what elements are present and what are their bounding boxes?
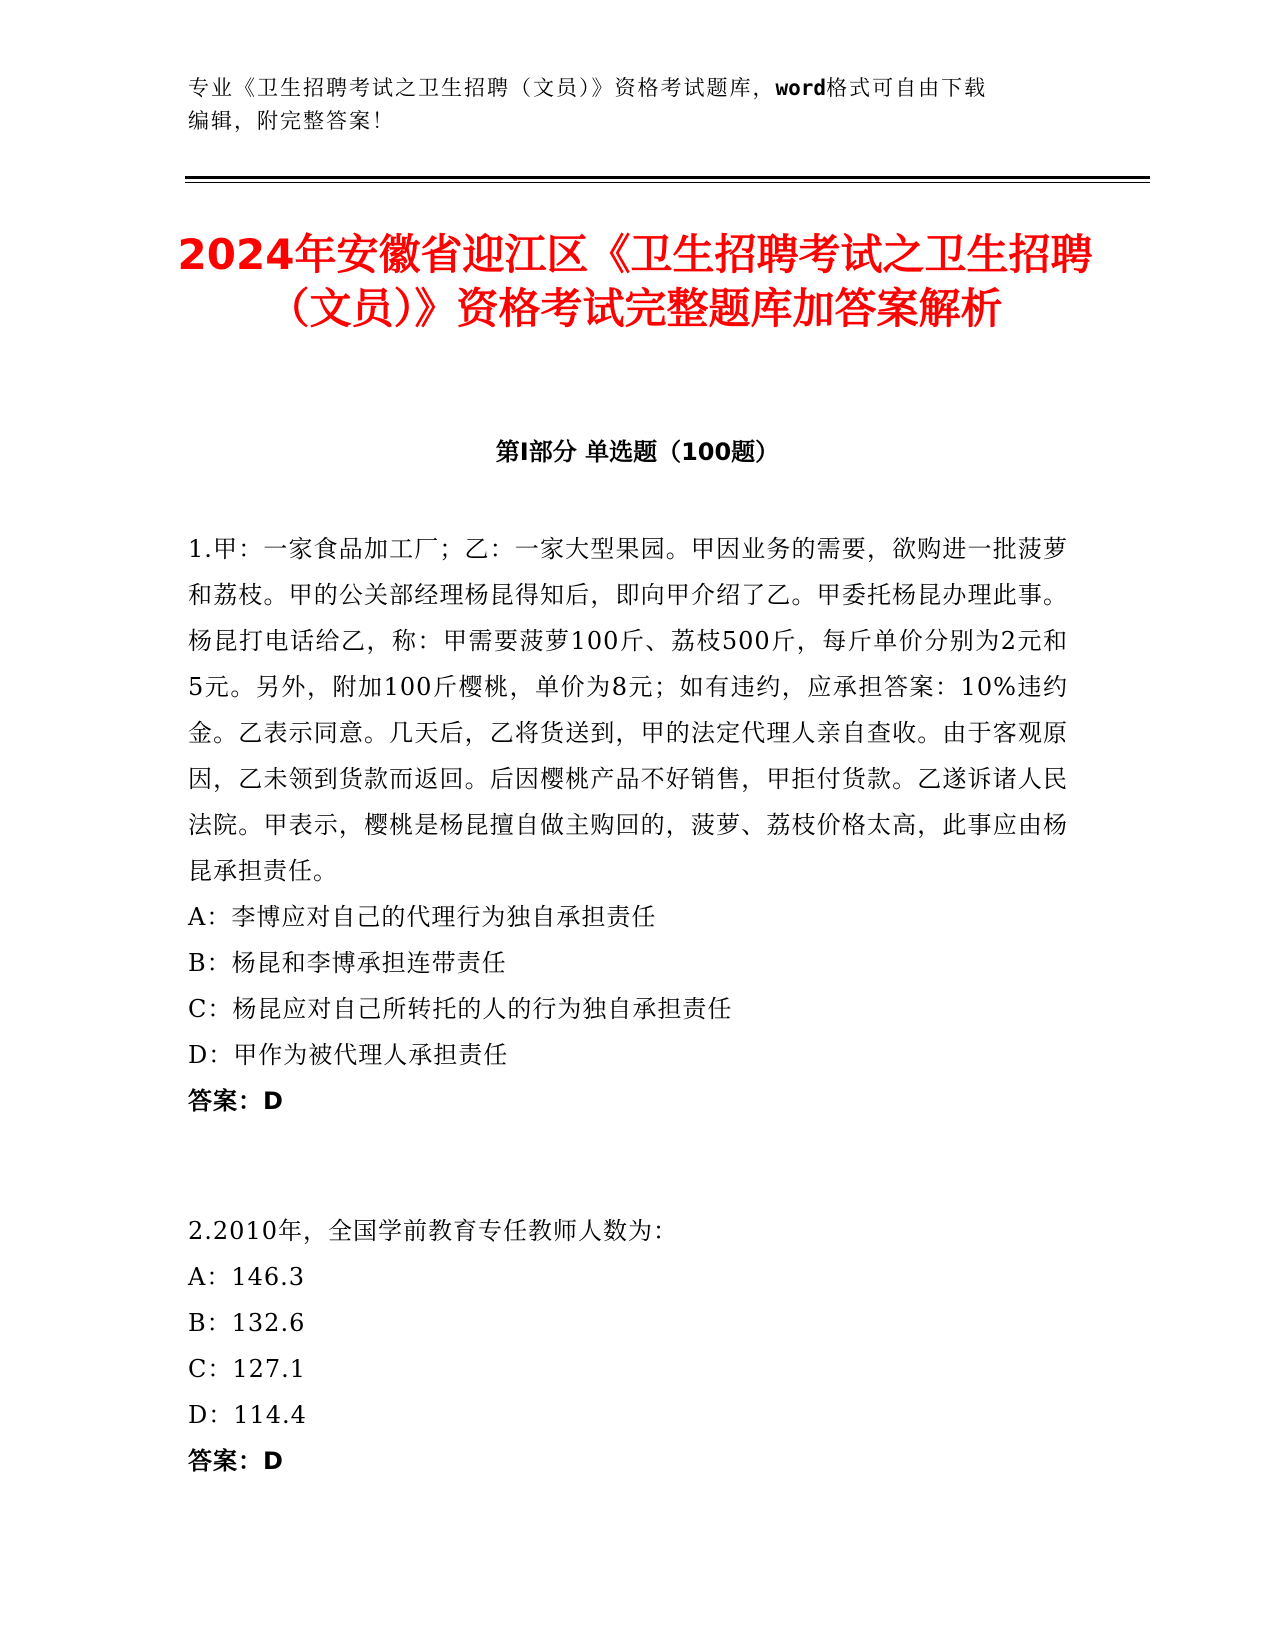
option-a: A：李博应对自己的代理行为独自承担责任 bbox=[188, 903, 657, 931]
question-stem: 2.2010年，全国学前教育专任教师人数为： bbox=[188, 1217, 678, 1245]
header-line-2: 编辑，附完整答案！ bbox=[188, 109, 395, 133]
question-1 bbox=[188, 526, 1068, 1124]
option-b: B：杨昆和李博承担连带责任 bbox=[188, 949, 507, 977]
header-text-pre: 专业《卫生招聘考试之卫生招聘（文员）》资格考试题库， bbox=[188, 76, 776, 100]
option-b: B：132.6 bbox=[188, 1309, 306, 1337]
option-c: C：杨昆应对自己所转托的人的行为独自承担责任 bbox=[188, 995, 733, 1023]
answer-line: 答案：D bbox=[188, 1087, 284, 1115]
header-divider-thin bbox=[185, 182, 1150, 183]
header-word: word bbox=[775, 76, 827, 100]
question-2 bbox=[188, 1208, 1068, 1484]
header-line-1 bbox=[188, 72, 1068, 105]
question-stem: 1.甲：一家食品加工厂；乙：一家大型果园。甲因业务的需要，欲购进一批菠萝和荔枝。甲的公关部经理杨昆得知后，即向甲介绍了乙。甲委托杨昆办理此事。杨昆打电话给乙，称：甲需要菠萝100斤、荔枝500斤，每斤单价分别为2元和5元。另外，附加100斤樱桃，单价为8元；如有违约，应承担答案：10%违约金。乙表示同意。几天后，乙将货送到，甲的法定代理人亲自查收。由于客观原因，乙未领到货款而返回。后因樱桃产品不好销售，甲拒付货款。乙遂诉诸人民法院。甲表示，樱桃是杨昆擅自做主购回的，菠萝、荔枝价格太高，此事应由杨昆承担责任。 bbox=[188, 535, 1068, 885]
header-text-post: 格式可自由下载 bbox=[826, 76, 988, 100]
option-d: D：114.4 bbox=[188, 1401, 307, 1429]
document-title: 2024年安徽省迎江区《卫生招聘考试之卫生招聘（文员）》资格考试完整题库加答案解析 bbox=[177, 230, 1093, 333]
section-heading: 第I部分 单选题（100题） bbox=[495, 438, 780, 466]
option-a: A：146.3 bbox=[188, 1263, 306, 1291]
page-header bbox=[188, 72, 1068, 138]
header-divider-thick bbox=[185, 176, 1150, 179]
option-d: D：甲作为被代理人承担责任 bbox=[188, 1041, 509, 1069]
answer-line: 答案：D bbox=[188, 1447, 284, 1475]
option-c: C：127.1 bbox=[188, 1355, 307, 1383]
